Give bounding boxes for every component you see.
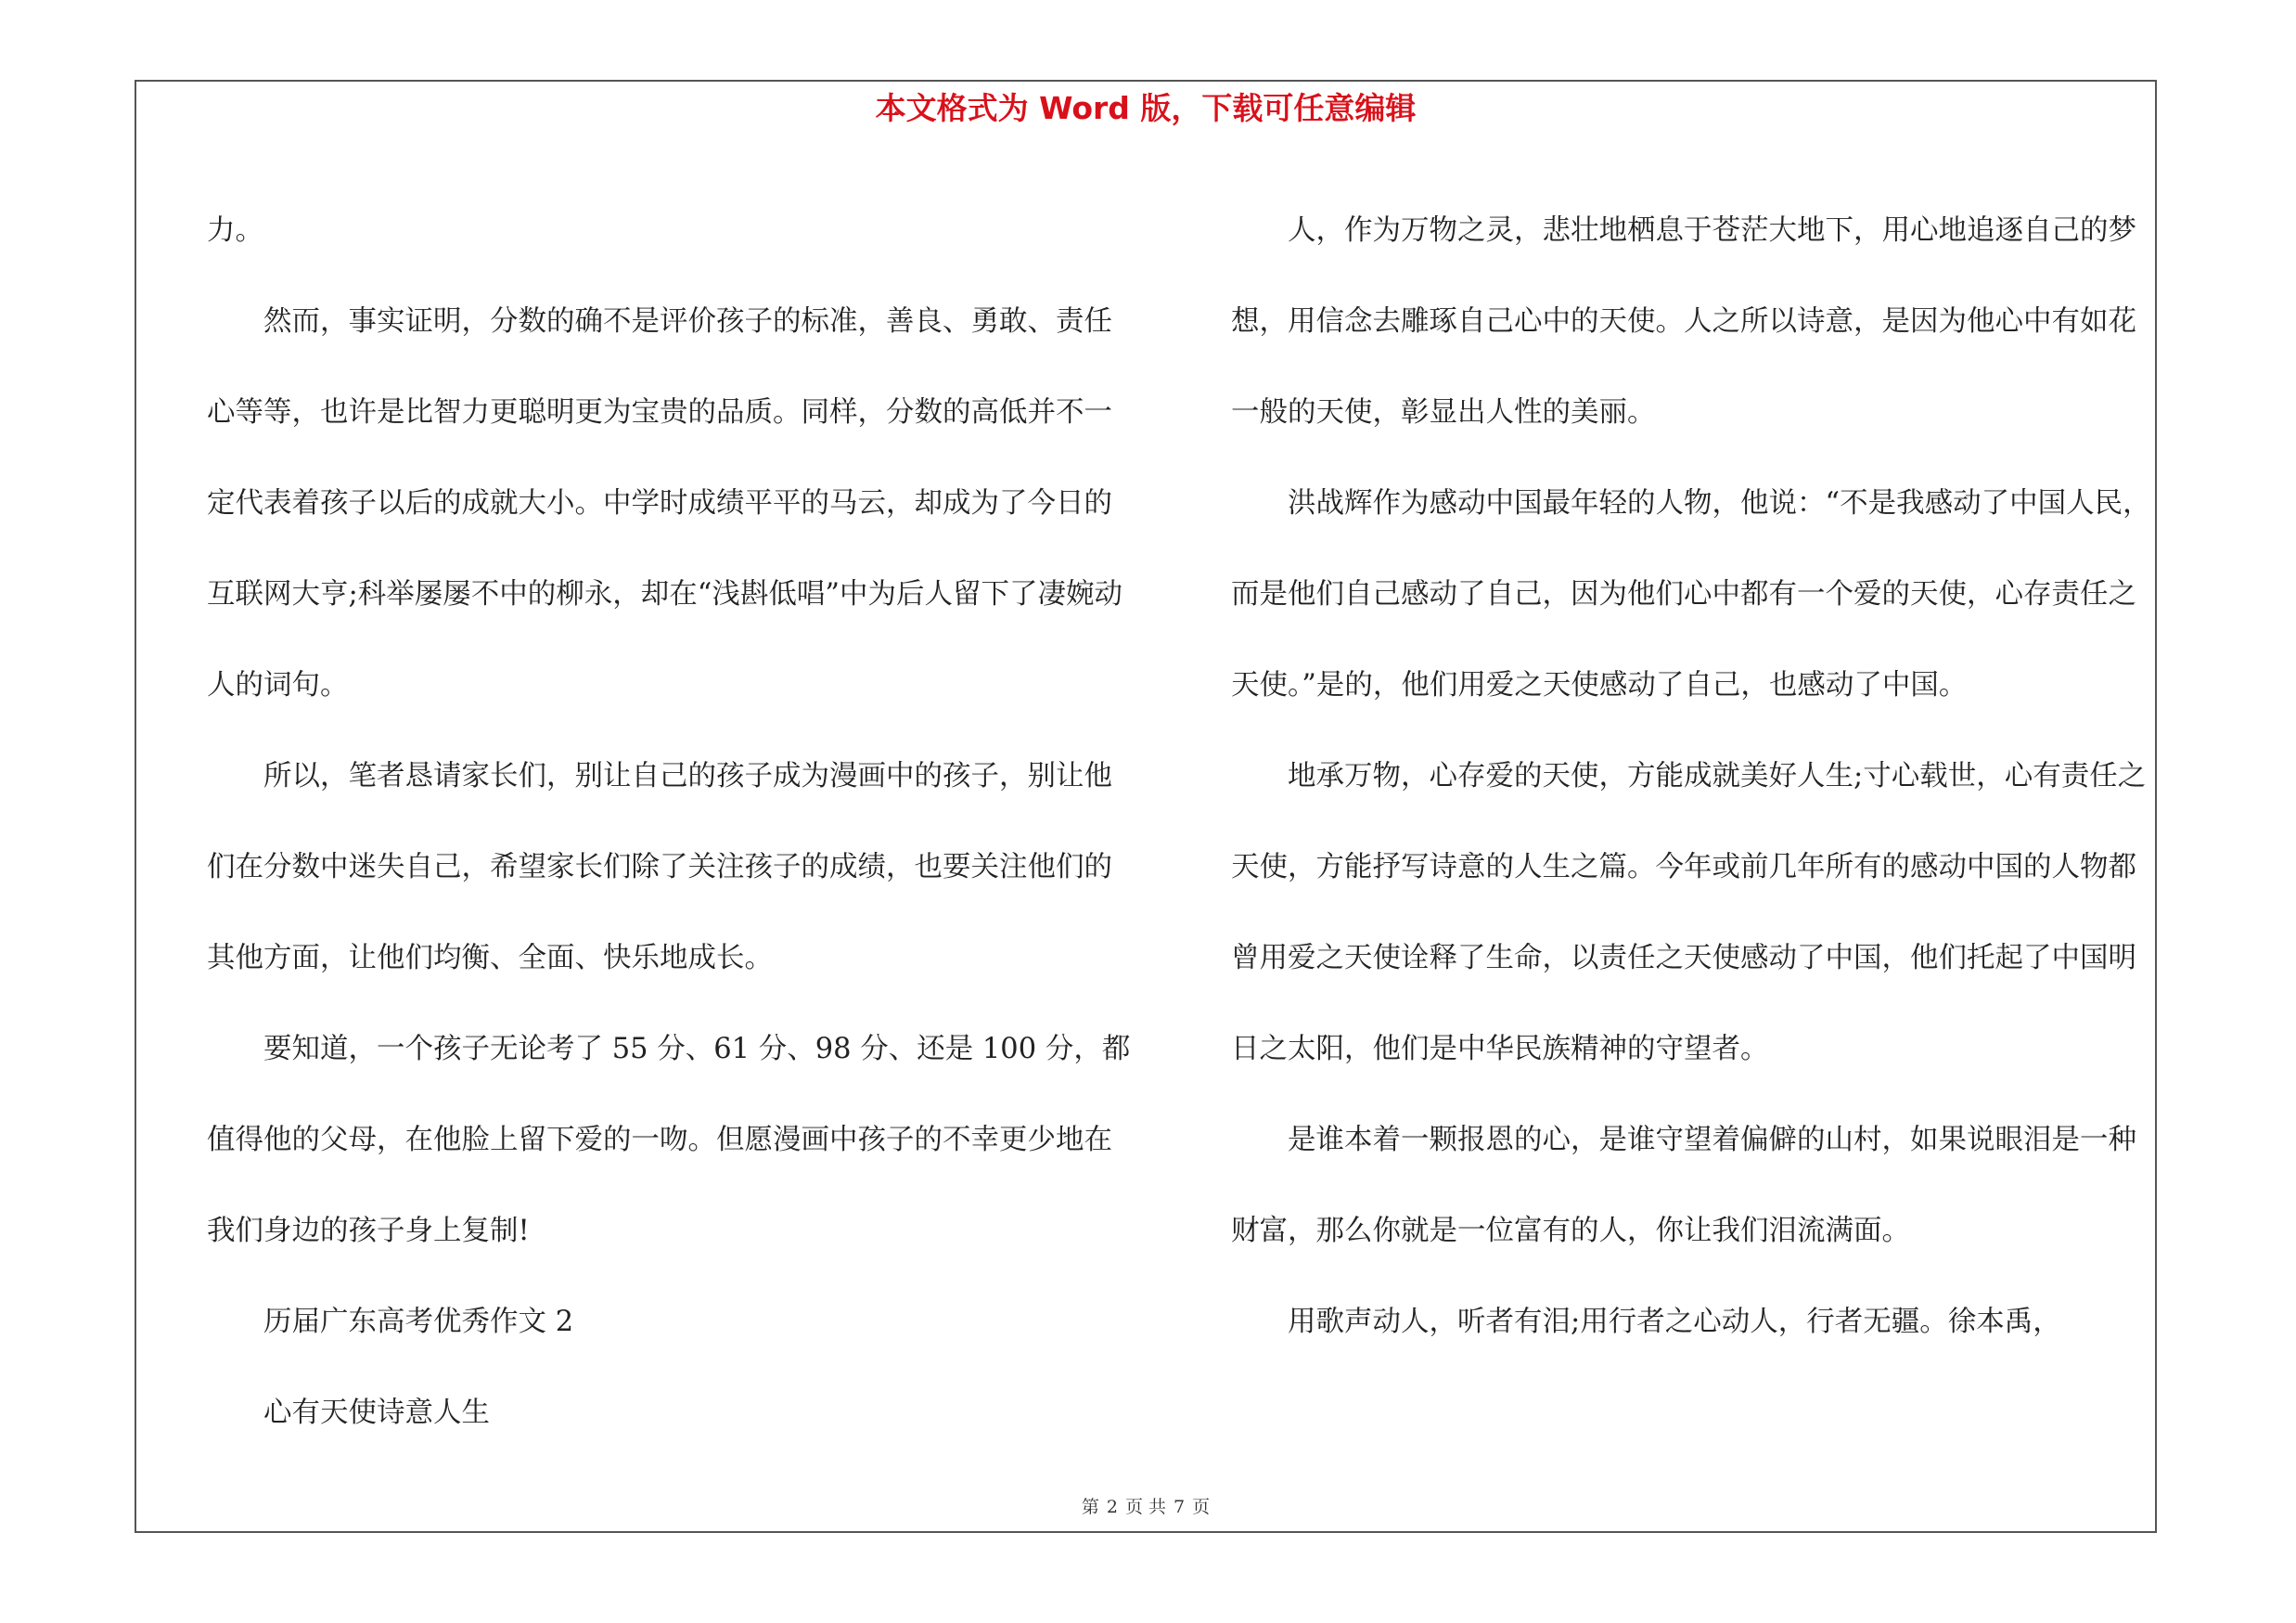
paragraph: 地承万物，心存爱的天使，方能成就美好人生;寸心载世，心有责任之天使，方能抒写诗意的人生之篇。今年或前几年所有的感动中国的人物都曾用爱之天使诠释了生命，以责任之天使感动了中国，他们托起了中国明日之太阳，他们是中华民族精神的守望者。 bbox=[1231, 760, 2147, 1065]
page-number-suffix: 页 bbox=[1192, 1497, 1211, 1517]
essay-title: 心有天使诗意人生 bbox=[263, 1397, 490, 1429]
left-column bbox=[207, 186, 1135, 1459]
page-number-mid: 页 共 bbox=[1124, 1497, 1167, 1517]
paragraph: 人，作为万物之灵，悲壮地栖息于苍茫大地下，用心地追逐自己的梦想，用信念去雕琢自己心中的天使。人之所以诗意，是因为他心中有如花一般的天使，彰显出人性的美丽。 bbox=[1231, 214, 2136, 429]
format-notice: 本文格式为 Word 版，下载可任意编辑 bbox=[875, 90, 1417, 126]
paragraph: 是谁本着一颗报恩的心，是谁守望着偏僻的山村，如果说眼泪是一种财富，那么你就是一位富有的人，你让我们泪流满面。 bbox=[1231, 1124, 2136, 1247]
paragraph: 所以，笔者恳请家长们，别让自己的孩子成为漫画中的孩子，别让他们在分数中迷失自己，希望家长们除了关注孩子的成绩，也要关注他们的其他方面，让他们均衡、全面、快乐地成长。 bbox=[207, 760, 1112, 974]
paragraph: 然而，事实证明，分数的确不是评价孩子的标准，善良、勇敢、责任心等等，也许是比智力更聪明更为宝贵的品质。同样，分数的高低并不一定代表着孩子以后的成就大小。中学时成绩平平的马云，却成为了今日的互联网大亨;科举屡屡不中的柳永，却在“浅斟低唱”中为后人留下了凄婉动人的词句。 bbox=[207, 305, 1122, 702]
total-pages: 7 bbox=[1174, 1497, 1186, 1517]
paragraph: 洪战辉作为感动中国最年轻的人物，他说：“不是我感动了中国人民，而是他们自己感动了自己，因为他们心中都有一个爱的天使，心存责任之天使。”是的，他们用爱之天使感动了自己，也感动了中国。 bbox=[1231, 487, 2151, 702]
paragraph: 力。 bbox=[207, 214, 263, 247]
right-column bbox=[1231, 186, 2159, 1368]
page-number-prefix: 第 bbox=[1081, 1497, 1099, 1517]
paragraph: 用歌声动人，听者有泪;用行者之心动人，行者无疆。徐本禹， bbox=[1288, 1306, 2061, 1338]
current-page: 2 bbox=[1106, 1497, 1118, 1517]
paragraph: 要知道，一个孩子无论考了 55 分、61 分、98 分、还是 100 分，都值得他的父母，在他脸上留下爱的一吻。但愿漫画中孩子的不幸更少地在我们身边的孩子身上复制! bbox=[207, 1033, 1131, 1247]
document-page bbox=[135, 80, 2157, 1533]
page-number bbox=[136, 1493, 2155, 1518]
essay-heading: 历届广东高考优秀作文 2 bbox=[263, 1306, 574, 1338]
